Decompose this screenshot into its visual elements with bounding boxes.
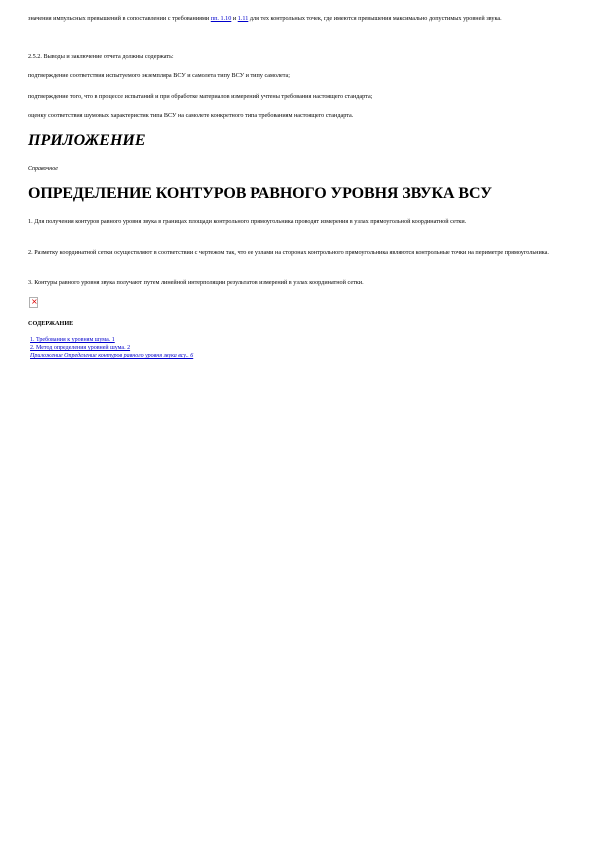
broken-image-icon <box>29 297 38 308</box>
paragraph-text: и <box>231 15 238 22</box>
appendix-item-1: 1. Для получения контуров равного уровня звука в границах площади контрольного прямоугольника проводят измерения в узлах прямоугольной координатной сетки. <box>28 218 467 225</box>
paragraph-confirmation-conformity: подтверждение соответствия испытуемого экземпляра ВСУ и самолета типу ВСУ и типу самолета; <box>28 72 291 79</box>
appendix-item-2: 2. Разметку координатной сетки осуществляют в соответствии с чертежом так, что ее узлами на сторонах контрольного прямоугольника являются контрольные точки на периметре прямоугольника. <box>28 249 549 256</box>
link-pp-1-10[interactable]: пп. 1.10 <box>210 15 232 22</box>
toc-link-appendix[interactable]: Приложение Определение контуров равного уровня звука всу.. 6 <box>30 353 194 359</box>
paragraph-text: значения импульсных превышений в сопоставлении с требованиями <box>28 15 211 22</box>
appendix-reference-note: Справочное <box>28 166 58 172</box>
paragraph-assessment: оценку соответствия шумовых характеристик типа ВСУ на самолете конкретного типа требованиям настоящего стандарта. <box>28 112 354 119</box>
link-1-11[interactable]: 1.11 <box>237 15 249 22</box>
paragraph-text: для тех контрольных точек, где имеются превышения максимально допустимых уровней звука. <box>248 15 502 22</box>
toc-link-method[interactable]: 2. Метод определения уровней шума. 2 <box>30 345 131 351</box>
paragraph-conclusions: 2.5.2. Выводы и заключение отчета должны содержать: <box>28 53 174 60</box>
paragraph-confirmation-requirements: подтверждение того, что в процессе испытаний и при обработке материалов измерений учтены требования настоящего стандарта; <box>28 93 373 100</box>
appendix-heading: ПРИЛОЖЕНИЕ <box>28 132 146 149</box>
toc-link-requirements[interactable]: 1. Требования к уровням шума. 1 <box>30 337 115 343</box>
paragraph-impulse-values <box>28 14 502 23</box>
appendix-item-3: 3. Контуры равного уровня звука получают путем линейной интерполяции результатов измерений в узлах координатной сетки. <box>28 279 364 286</box>
toc-title: СОДЕРЖАНИЕ <box>28 320 74 327</box>
appendix-title: ОПРЕДЕЛЕНИЕ КОНТУРОВ РАВНОГО УРОВНЯ ЗВУКА ВСУ <box>28 185 492 202</box>
table-of-contents <box>30 336 193 360</box>
